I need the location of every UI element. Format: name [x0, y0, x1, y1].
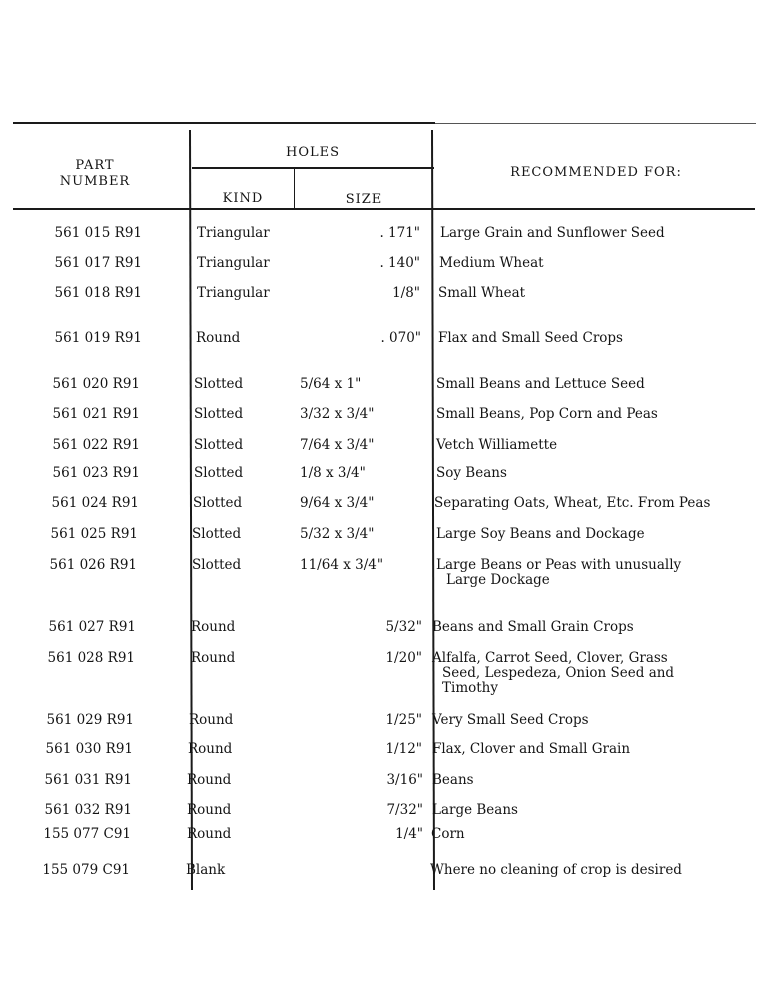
recommended-for-line: Vetch Williamette	[436, 437, 558, 453]
hole-kind-cell: Slotted	[192, 526, 242, 542]
hole-size-cell: 3/16"	[386, 772, 423, 788]
hole-size-cell: 3/32 x 3/4"	[300, 406, 375, 422]
part-number-cell: 561 017 R91	[54, 255, 142, 271]
part-number-cell: 561 019 R91	[54, 330, 142, 346]
hole-size-cell: . 171"	[379, 225, 420, 241]
recommended-for-line: Beans and Small Grain Crops	[432, 619, 634, 635]
recommended-for-line: Very Small Seed Crops	[432, 712, 589, 728]
part-number-cell: 561 030 R91	[45, 741, 133, 757]
recommended-for-cell	[432, 803, 762, 818]
hole-size-cell: 5/32"	[385, 619, 422, 635]
part-number-cell: 561 024 R91	[51, 495, 139, 511]
hole-size-cell: 7/64 x 3/4"	[300, 437, 375, 453]
recommended-for-cell	[431, 827, 761, 842]
recommended-for-cell	[439, 256, 769, 271]
recommended-for-cell	[436, 466, 766, 481]
recommended-for-line: Flax, Clover and Small Grain	[432, 741, 631, 757]
hole-kind-cell: Round	[196, 330, 241, 346]
recommended-for-cell	[436, 407, 766, 422]
part-number-cell: 561 025 R91	[50, 526, 138, 542]
recommended-for-cell	[436, 558, 766, 588]
hole-size-cell: 1/20"	[385, 650, 422, 666]
hole-size-cell: . 140"	[379, 255, 420, 271]
part-number-cell: 561 029 R91	[46, 712, 134, 728]
hole-size-cell: 9/64 x 3/4"	[300, 495, 375, 511]
hole-size-cell: 1/8 x 3/4"	[300, 465, 366, 481]
hole-kind-cell: Round	[187, 772, 232, 788]
recommended-for-cell	[436, 377, 766, 392]
recommended-for-line: Large Beans	[432, 802, 518, 818]
part-number-cell: 561 032 R91	[44, 802, 132, 818]
recommended-for-line: Flax and Small Seed Crops	[438, 330, 623, 346]
part-number-cell: 561 015 R91	[54, 225, 142, 241]
header-holes: HOLES	[285, 145, 341, 160]
header-part-number	[30, 158, 160, 190]
hole-kind-cell: Slotted	[194, 437, 244, 453]
hole-size-cell: 1/8"	[392, 285, 420, 301]
recommended-for-line: Large Beans or Peas with unusually	[436, 557, 682, 573]
hole-kind-cell: Round	[191, 619, 236, 635]
hole-kind-cell: Triangular	[197, 255, 270, 271]
recommended-for-line: Where no cleaning of crop is desired	[430, 862, 682, 878]
hole-kind-cell: Slotted	[194, 465, 244, 481]
part-number-cell: 155 079 C91	[42, 862, 130, 878]
recommended-for-cell	[432, 742, 762, 757]
recommended-for-cell	[438, 286, 768, 301]
recommended-for-line: Small Wheat	[438, 285, 526, 301]
recommended-for-cell	[434, 496, 764, 511]
part-number-cell: 561 028 R91	[47, 650, 135, 666]
hole-size-cell: . 070"	[380, 330, 421, 346]
recommended-for-line: Corn	[431, 826, 465, 842]
recommended-for-cell	[436, 438, 766, 453]
kind-size-column-rule	[294, 168, 295, 210]
hole-kind-cell: Round	[188, 741, 233, 757]
header-part-line2: NUMBER	[59, 174, 131, 189]
recommended-for-line: Timothy	[442, 680, 498, 696]
part-number-cell: 561 031 R91	[44, 772, 132, 788]
recommended-for-cell	[440, 226, 770, 241]
recommended-for-line: Large Soy Beans and Dockage	[436, 526, 645, 542]
header-part-line1: PART	[75, 158, 115, 173]
recommended-for-cell	[432, 620, 762, 635]
part-number-cell: 561 021 R91	[52, 406, 140, 422]
recommended-for-cell	[436, 527, 766, 542]
recommended-for-line: Beans	[432, 772, 474, 788]
hole-size-cell: 1/12"	[385, 741, 422, 757]
recommended-for-line: Large Dockage	[446, 572, 550, 588]
holes-divider-rule	[192, 167, 434, 169]
hole-kind-cell: Slotted	[194, 376, 244, 392]
header-bottom-rule	[13, 208, 755, 210]
part-number-cell: 561 022 R91	[52, 437, 140, 453]
part-number-cell: 561 018 R91	[54, 285, 142, 301]
hole-size-cell: 5/32 x 3/4"	[300, 526, 375, 542]
recommended-for-line: Alfalfa, Carrot Seed, Clover, Grass	[432, 650, 668, 666]
recommended-for-line: Seed, Lespedeza, Onion Seed and	[442, 665, 675, 681]
recommended-for-line: Separating Oats, Wheat, Etc. From Peas	[434, 495, 711, 511]
table-top-rule-right	[435, 123, 756, 124]
part-number-cell: 155 077 C91	[43, 826, 131, 842]
hole-kind-cell: Slotted	[193, 495, 243, 511]
header-kind: KIND	[222, 191, 264, 206]
hole-kind-cell: Triangular	[197, 225, 270, 241]
part-number-cell: 561 026 R91	[49, 557, 137, 573]
recommended-for-line: Small Beans and Lettuce Seed	[436, 376, 645, 392]
hole-kind-cell: Round	[187, 826, 232, 842]
hole-size-cell: 1/4"	[395, 826, 423, 842]
recommended-for-cell	[432, 773, 762, 788]
recommended-for-cell	[432, 713, 762, 728]
hole-kind-cell: Slotted	[194, 406, 244, 422]
hole-kind-cell: Round	[191, 650, 236, 666]
recommended-for-line: Medium Wheat	[439, 255, 544, 271]
recommended-for-cell	[430, 863, 760, 878]
recommended-for-cell	[432, 651, 762, 696]
recommended-for-cell	[438, 331, 768, 346]
hole-size-cell: 7/32"	[386, 802, 423, 818]
header-size: SIZE	[345, 192, 383, 207]
table-top-rule	[13, 122, 435, 124]
part-number-cell: 561 023 R91	[52, 465, 140, 481]
hole-kind-cell: Round	[189, 712, 234, 728]
part-number-cell: 561 027 R91	[48, 619, 136, 635]
recommended-for-line: Large Grain and Sunflower Seed	[440, 225, 665, 241]
hole-size-cell: 1/25"	[385, 712, 422, 728]
part-number-cell: 561 020 R91	[52, 376, 140, 392]
hole-kind-cell: Round	[187, 802, 232, 818]
hole-kind-cell: Triangular	[197, 285, 270, 301]
hole-kind-cell: Slotted	[192, 557, 242, 573]
hole-size-cell: 5/64 x 1"	[300, 376, 362, 392]
hole-kind-cell: Blank	[186, 862, 226, 878]
recommended-for-line: Soy Beans	[436, 465, 507, 481]
header-recommended-for: RECOMMENDED FOR:	[510, 165, 682, 180]
hole-size-cell: 11/64 x 3/4"	[300, 557, 384, 573]
recommended-for-line: Small Beans, Pop Corn and Peas	[436, 406, 658, 422]
